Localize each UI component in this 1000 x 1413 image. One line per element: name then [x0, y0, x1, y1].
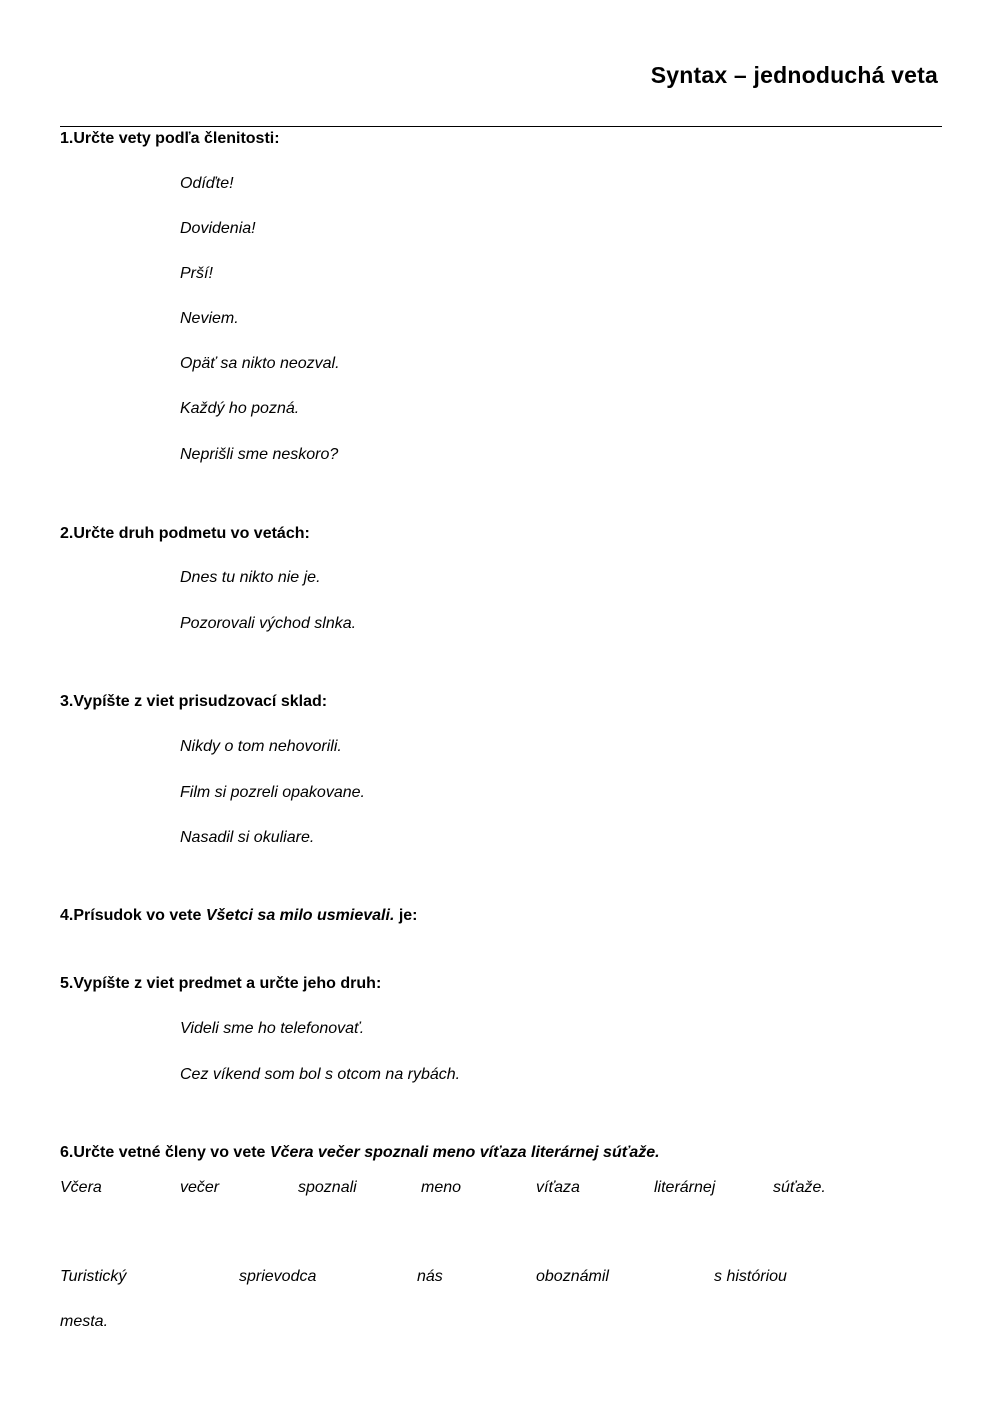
task-6-word: Včera: [60, 1179, 102, 1196]
task-1-sentence: Opäť sa nikto neozval.: [180, 355, 340, 372]
task-3-heading: 3.Vypíšte z viet prisudzovací sklad:: [60, 693, 328, 710]
task-6-word: nás: [417, 1268, 443, 1285]
task-6-word: víťaza: [536, 1179, 580, 1196]
task-4-suffix: je:: [394, 907, 418, 924]
task-2-sentence: Dnes tu nikto nie je.: [180, 569, 321, 586]
task-4-sentence: Všetci sa milo usmievali.: [205, 907, 395, 924]
task-6-heading: [60, 1144, 660, 1162]
task-1-sentence: Neviem.: [180, 310, 239, 327]
task-1-sentence: Odíďte!: [180, 175, 234, 192]
task-1-sentence: Dovidenia!: [180, 220, 256, 237]
task-6-word: literárnej: [654, 1179, 716, 1196]
task-6-word: večer: [180, 1179, 220, 1196]
task-6-word: spoznali: [298, 1179, 357, 1196]
task-6-sentence: Včera večer spoznali meno víťaza literárnej súťaže.: [269, 1144, 660, 1161]
task-1-sentence: Prší!: [180, 265, 213, 282]
task-3-sentence: Nasadil si okuliare.: [180, 829, 315, 846]
title-divider: [60, 126, 942, 127]
task-6-prefix: 6.Určte vetné členy vo vete: [60, 1144, 270, 1161]
page-title: Syntax – jednoduchá veta: [650, 62, 938, 88]
task-6-word: Turistický: [60, 1268, 127, 1285]
task-4-prefix: 4.Prísudok vo vete: [60, 907, 206, 924]
task-4-heading: [60, 907, 418, 925]
task-6-word: sprievodca: [239, 1268, 317, 1285]
task-5-sentence: Videli sme ho telefonovať.: [180, 1020, 365, 1037]
task-3-sentence: Film si pozreli opakovane.: [180, 784, 365, 801]
task-2-heading: 2.Určte druh podmetu vo vetách:: [60, 525, 310, 542]
task-1-heading: 1.Určte vety podľa členitosti:: [60, 130, 280, 147]
task-2-sentence: Pozorovali východ slnka.: [180, 615, 357, 632]
task-6-word: oboznámil: [536, 1268, 609, 1285]
task-6-word: súťaže.: [773, 1179, 826, 1196]
task-6-word: mesta.: [60, 1313, 109, 1330]
task-5-sentence: Cez víkend som bol s otcom na rybách.: [180, 1066, 461, 1083]
task-3-sentence: Nikdy o tom nehovorili.: [180, 738, 342, 755]
task-6-word: s históriou: [714, 1268, 787, 1285]
task-1-sentence: Neprišli sme neskoro?: [180, 446, 339, 463]
task-1-sentence: Každý ho pozná.: [180, 400, 300, 417]
task-5-heading: 5.Vypíšte z viet predmet a určte jeho druh:: [60, 975, 382, 992]
task-6-word: meno: [421, 1179, 462, 1196]
